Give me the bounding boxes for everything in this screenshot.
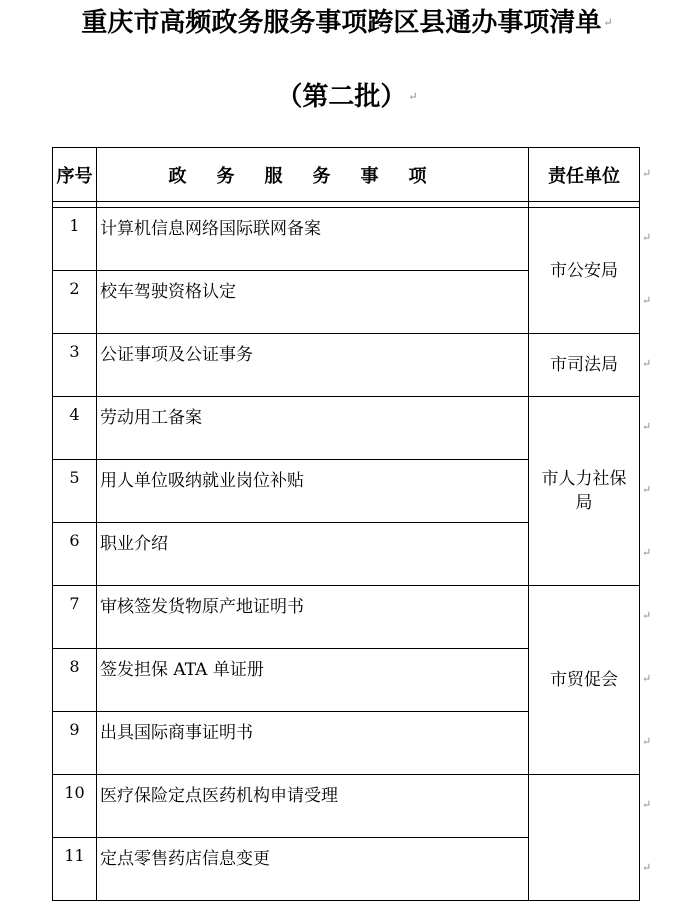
row-item: 计算机信息网络国际联网备案 — [97, 208, 529, 271]
row-dept: 市司法局 — [529, 334, 640, 397]
table-row — [53, 775, 640, 838]
table-row — [53, 586, 640, 649]
row-seq: 11 — [53, 838, 97, 901]
paragraph-mark-icon: ↵ — [642, 357, 652, 370]
paragraph-mark-icon: ↵ — [642, 166, 652, 180]
service-items-table — [52, 147, 640, 901]
row-seq: 6 — [53, 523, 97, 586]
row-item: 出具国际商事证明书 — [97, 712, 529, 775]
row-dept: 市人力社保局 — [529, 397, 640, 586]
row-seq: 1 — [53, 208, 97, 271]
row-seq: 4 — [53, 397, 97, 460]
paragraph-mark-icon: ↵ — [642, 420, 652, 433]
table-row — [53, 397, 640, 460]
row-item: 签发担保 ATA 单证册 — [97, 649, 529, 712]
row-item: 医疗保险定点医药机构申请受理 — [97, 775, 529, 838]
paragraph-mark-icon: ↵ — [642, 735, 652, 748]
row-seq: 3 — [53, 334, 97, 397]
paragraph-mark-icon: ↵ — [642, 861, 652, 874]
table-row — [53, 334, 640, 397]
row-seq: 5 — [53, 460, 97, 523]
paragraph-mark-icon: ↵ — [603, 16, 613, 29]
row-item: 审核签发货物原产地证明书 — [97, 586, 529, 649]
row-item: 职业介绍 — [97, 523, 529, 586]
paragraph-mark-icon: ↵ — [642, 231, 652, 244]
table-row — [53, 208, 640, 271]
row-item: 用人单位吸纳就业岗位补贴 — [97, 460, 529, 523]
header-item: 政务服务事项 — [97, 148, 529, 202]
row-seq: 2 — [53, 271, 97, 334]
row-seq: 10 — [53, 775, 97, 838]
paragraph-mark-icon: ↵ — [642, 672, 652, 685]
paragraph-mark-icon: ↵ — [642, 483, 652, 496]
row-dept: 市公安局 — [529, 208, 640, 334]
paragraph-mark-icon: ↵ — [408, 90, 418, 103]
document-subtitle: （第二批） ↵ — [276, 82, 418, 112]
row-item: 校车驾驶资格认定 — [97, 271, 529, 334]
table-body — [53, 202, 640, 901]
row-item: 公证事项及公证事务 — [97, 334, 529, 397]
table-header-row — [53, 148, 640, 202]
header-seq: 序号 — [53, 148, 97, 202]
paragraph-mark-icon: ↵ — [642, 546, 652, 559]
paragraph-mark-icon: ↵ — [642, 609, 652, 622]
paragraph-mark-icon: ↵ — [642, 798, 652, 811]
document-title: 重庆市高频政务服务事项跨区县通办事项清单 ↵ — [81, 8, 613, 38]
row-item: 定点零售药店信息变更 — [97, 838, 529, 901]
row-seq: 7 — [53, 586, 97, 649]
row-dept — [529, 775, 640, 901]
row-seq: 9 — [53, 712, 97, 775]
row-dept: 市贸促会 — [529, 586, 640, 775]
row-item: 劳动用工备案 — [97, 397, 529, 460]
row-seq: 8 — [53, 649, 97, 712]
paragraph-mark-icon: ↵ — [642, 294, 652, 307]
header-dept: 责任单位 — [529, 148, 640, 202]
